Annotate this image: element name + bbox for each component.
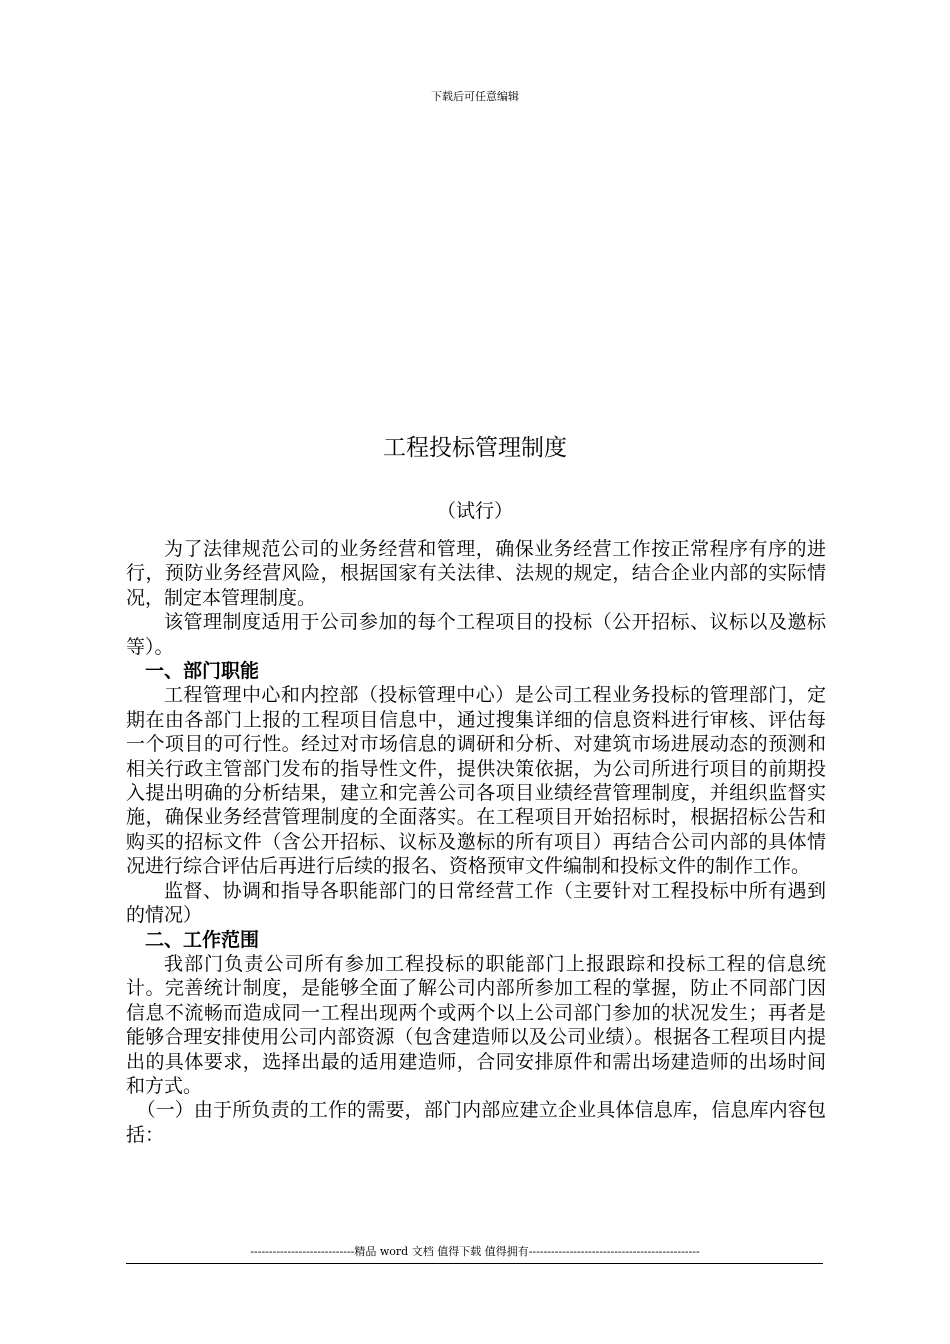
page-header-note: 下载后可任意编辑 [431,90,519,103]
document-title: 工程投标管理制度 [383,435,567,461]
paragraph-info-database: （一）由于所负责的工作的需要，部门内部应建立企业具体信息库，信息库内容包括： [126,1099,826,1146]
paragraph-scope: 该管理制度适用于公司参加的每个工程项目的投标（公开招标、议标以及邀标等）。 [126,611,826,658]
section-heading-department-functions: 一、部门职能 [145,660,260,683]
paragraph-purpose: 为了法律规范公司的业务经营和管理，确保业务经营工作按正常程序有序的进行，预防业务经营风险，根据国家有关法律、法规的规定，结合企业内部的实际情况，制定本管理制度。 [126,538,826,609]
document-subtitle: （试行） [436,500,513,522]
section-heading-work-scope: 二、工作范围 [145,928,260,951]
paragraph-work-scope: 我部门负责公司所有参加工程投标的职能部门上报跟踪和投标工程的信息统计。完善统计制度，是能够全面了解公司内部所参加工程的掌握，防止不同部门因信息不流畅而造成同一工程出现两个或两个以上公司部门参加的状况发生；再者是能够合理安排使用公司内部资源（包含建造师以及公司业绩）。根据各工程项目内提出的具体要求，选择出最的适用建造师，合同安排原件和需出场建造师的出场时间和方式。 [126,952,826,1097]
footer-divider [126,1263,823,1264]
document-body [126,537,826,1147]
page-footer-note: ----------------------------精品 word 文档 值得下载 值得拥有---------------------------------------------- [250,1245,700,1258]
paragraph-supervision: 监督、协调和指导各职能部门的日常经营工作（主要针对工程投标中所有遇到的情况） [126,879,826,927]
paragraph-department-functions: 工程管理中心和内控部（投标管理中心）是公司工程业务投标的管理部门，定期在由各部门上报的工程项目信息中，通过搜集详细的信息资料进行审核、评估每一个项目的可行性。经过对市场信息的调研和分析、对建筑市场进展动态的预测和相关行政主管部门发布的指导性文件，提供决策依据，为公司所进行项目的前期投入提出明确的分析结果，建立和完善公司各项目业绩经营管理制度，并组织监督实施，确保业务经营管理制度的全面落实。在工程项目开始招标时，根据招标公告和购买的招标文件（含公开招标、议标及邀标的所有项目）再结合公司内部的具体情况进行综合评估后再进行后续的报名、资格预审文件编制和投标文件的制作工作。 [126,684,826,878]
